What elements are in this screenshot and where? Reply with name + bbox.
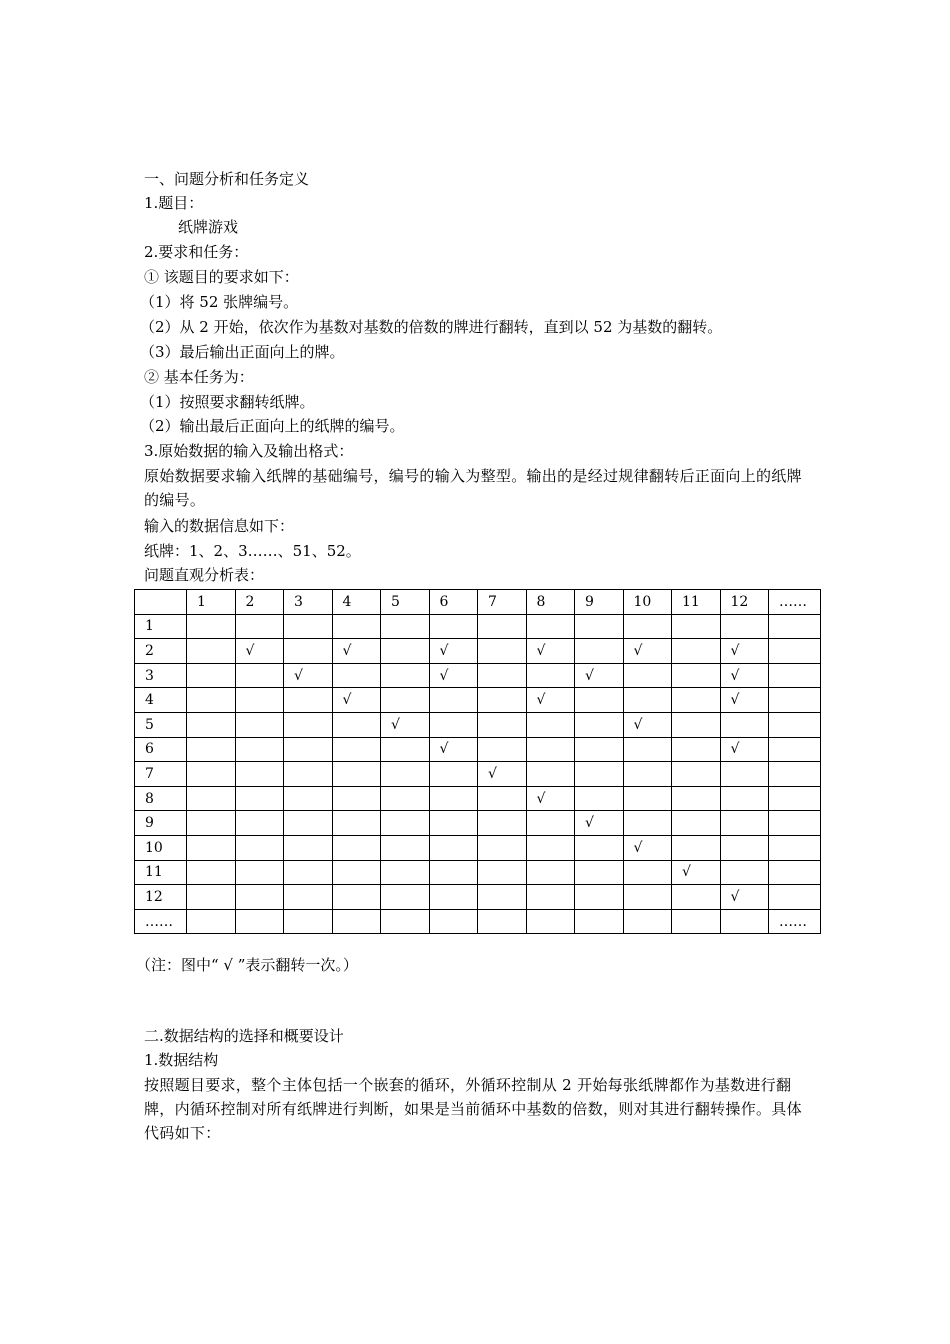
table-row	[135, 860, 821, 885]
table-cell: √	[381, 712, 430, 737]
table-cell	[429, 909, 478, 934]
table-cell	[332, 885, 381, 910]
table-cell	[429, 835, 478, 860]
flip-analysis-table	[134, 589, 821, 934]
table-cell	[672, 762, 721, 787]
row-header-cell: ……	[135, 909, 187, 934]
row-header-cell: 7	[135, 762, 187, 787]
table-cell	[575, 712, 624, 737]
table-cell	[769, 737, 821, 762]
table-cell: √	[720, 737, 769, 762]
table-cell: √	[720, 639, 769, 664]
table-cell	[284, 639, 333, 664]
table-cell	[526, 811, 575, 836]
row-header-cell: 5	[135, 712, 187, 737]
section-1-title: 一、问题分析和任务定义	[144, 170, 310, 188]
table-cell	[623, 885, 672, 910]
table-cell	[769, 762, 821, 787]
table-cell: √	[720, 663, 769, 688]
table-cell: √	[526, 786, 575, 811]
table-cell	[332, 835, 381, 860]
table-header-cell: 11	[672, 590, 721, 615]
table-cell	[381, 762, 430, 787]
table-cell	[235, 688, 284, 713]
table-cell	[769, 712, 821, 737]
subject-value: 纸牌游戏	[178, 218, 239, 236]
table-cell	[478, 663, 527, 688]
table-header-cell: 2	[235, 590, 284, 615]
table-cell: √	[575, 811, 624, 836]
table-header-cell: 10	[623, 590, 672, 615]
table-cell	[623, 762, 672, 787]
table-cell: √	[623, 712, 672, 737]
table-cell	[526, 762, 575, 787]
table-cell	[720, 786, 769, 811]
table-cell	[187, 688, 236, 713]
table-cell	[575, 688, 624, 713]
table-header-cell: 4	[332, 590, 381, 615]
table-cell	[187, 885, 236, 910]
table-cell	[478, 639, 527, 664]
table-cell: √	[478, 762, 527, 787]
table-cell	[478, 885, 527, 910]
table-row	[135, 614, 821, 639]
io-format-label: 3.原始数据的输入及输出格式：	[144, 442, 354, 460]
table-cell	[235, 737, 284, 762]
table-header-cell: 3	[284, 590, 333, 615]
table-cell	[769, 688, 821, 713]
table-cell	[672, 712, 721, 737]
table-cell	[284, 614, 333, 639]
table-cell	[575, 614, 624, 639]
table-cell	[284, 737, 333, 762]
table-cell	[623, 909, 672, 934]
table-cell	[769, 860, 821, 885]
table-cell	[478, 811, 527, 836]
table-cell	[284, 688, 333, 713]
table-cell	[284, 835, 333, 860]
table-cell	[720, 811, 769, 836]
requirements-heading: ① 该题目的要求如下：	[144, 268, 299, 286]
table-cell	[187, 811, 236, 836]
row-header-cell: 12	[135, 885, 187, 910]
table-cell	[478, 688, 527, 713]
table-cell	[672, 688, 721, 713]
table-cell: √	[235, 639, 284, 664]
table-cell: √	[332, 688, 381, 713]
table-cell	[429, 688, 478, 713]
table-cell	[575, 762, 624, 787]
row-header-cell: 3	[135, 663, 187, 688]
table-cell	[235, 835, 284, 860]
table-cell	[332, 762, 381, 787]
table-cell	[526, 885, 575, 910]
table-cell	[672, 835, 721, 860]
subject-label: 1.题目：	[144, 194, 204, 212]
requirement-3: （3）最后输出正面向上的牌。	[140, 343, 345, 361]
table-cell	[284, 860, 333, 885]
table-cell	[769, 663, 821, 688]
table-cell	[672, 737, 721, 762]
table-cell	[235, 762, 284, 787]
row-header-cell: 6	[135, 737, 187, 762]
table-cell	[187, 639, 236, 664]
table-cell	[332, 909, 381, 934]
table-row	[135, 688, 821, 713]
table-cell: √	[720, 688, 769, 713]
table-cell	[526, 860, 575, 885]
table-cell	[526, 835, 575, 860]
table-row	[135, 737, 821, 762]
table-cell	[429, 786, 478, 811]
table-cell	[187, 737, 236, 762]
table-cell	[381, 614, 430, 639]
table-header-cell: 7	[478, 590, 527, 615]
table-cell	[769, 811, 821, 836]
table-row	[135, 811, 821, 836]
table-row	[135, 639, 821, 664]
data-structure-paragraph: 按照题目要求，整个主体包括一个嵌套的循环，外循环控制从 2 开始每张纸牌都作为基数进行翻牌，内循环控制对所有纸牌进行判断，如果是当前循环中基数的倍数，则对其进行翻转操作。具体代码如下：	[144, 1076, 802, 1142]
table-cell	[187, 860, 236, 885]
table-cell	[235, 885, 284, 910]
table-cell	[575, 737, 624, 762]
table-cell: √	[332, 639, 381, 664]
table-cell	[429, 860, 478, 885]
table-cell	[575, 885, 624, 910]
row-header-cell: 2	[135, 639, 187, 664]
table-cell	[672, 786, 721, 811]
table-cell	[769, 835, 821, 860]
table-cell	[623, 688, 672, 713]
table-cell	[623, 860, 672, 885]
table-cell	[381, 811, 430, 836]
table-cell	[429, 762, 478, 787]
table-cell	[332, 737, 381, 762]
table-cell	[478, 614, 527, 639]
table-cell	[769, 639, 821, 664]
table-row	[135, 762, 821, 787]
table-header-cell: 8	[526, 590, 575, 615]
table-cell	[235, 860, 284, 885]
table-cell: √	[429, 737, 478, 762]
table-cell	[720, 762, 769, 787]
table-header-cell: 9	[575, 590, 624, 615]
table-cell	[672, 614, 721, 639]
table-cell	[478, 786, 527, 811]
table-cell	[526, 909, 575, 934]
data-structure-label: 1.数据结构	[144, 1051, 219, 1069]
table-cell	[284, 712, 333, 737]
table-cell	[575, 835, 624, 860]
table-cell	[769, 885, 821, 910]
table-cell	[429, 811, 478, 836]
section-2-title: 二.数据结构的选择和概要设计	[144, 1027, 344, 1045]
table-cell	[623, 737, 672, 762]
table-cell	[381, 786, 430, 811]
input-info-heading: 输入的数据信息如下：	[144, 517, 295, 535]
table-cell: √	[526, 639, 575, 664]
table-cell: ……	[769, 909, 821, 934]
row-header-cell: 8	[135, 786, 187, 811]
table-cell	[187, 614, 236, 639]
table-cell	[478, 712, 527, 737]
table-cell	[478, 737, 527, 762]
table-cell	[720, 614, 769, 639]
table-cell	[672, 909, 721, 934]
table-cell	[575, 639, 624, 664]
table-cell	[429, 712, 478, 737]
table-cell	[672, 663, 721, 688]
row-header-cell: 4	[135, 688, 187, 713]
table-cell	[187, 663, 236, 688]
table-cell: √	[284, 663, 333, 688]
table-cell: √	[575, 663, 624, 688]
table-cell	[187, 762, 236, 787]
table-cell	[575, 860, 624, 885]
table-row	[135, 835, 821, 860]
table-cell: √	[429, 663, 478, 688]
tasks-heading: ② 基本任务为：	[144, 368, 254, 386]
table-cell: √	[623, 639, 672, 664]
table-caption: 问题直观分析表：	[144, 566, 265, 584]
table-row	[135, 712, 821, 737]
table-cell	[187, 712, 236, 737]
table-cell	[720, 712, 769, 737]
table-cell	[284, 811, 333, 836]
table-cell	[381, 688, 430, 713]
table-header-row	[135, 590, 821, 615]
table-cell	[332, 614, 381, 639]
table-cell	[381, 885, 430, 910]
table-cell	[187, 909, 236, 934]
table-cell	[187, 786, 236, 811]
table-cell	[720, 860, 769, 885]
table-cell	[381, 663, 430, 688]
table-cell	[381, 737, 430, 762]
table-cell	[187, 835, 236, 860]
io-format-paragraph: 原始数据要求输入纸牌的基础编号，编号的输入为整型。输出的是经过规律翻转后正面向上的纸牌的编号。	[144, 467, 802, 509]
table-cell	[235, 786, 284, 811]
table-cell	[478, 860, 527, 885]
table-cell	[332, 786, 381, 811]
table-header-cell: 12	[720, 590, 769, 615]
table-cell	[623, 614, 672, 639]
table-cell	[332, 663, 381, 688]
table-cell: √	[720, 885, 769, 910]
table-header-cell: ……	[769, 590, 821, 615]
table-cell	[672, 639, 721, 664]
table-cell: √	[526, 688, 575, 713]
table-cell	[381, 835, 430, 860]
table-cell	[235, 614, 284, 639]
table-row	[135, 909, 821, 934]
table-cell	[235, 811, 284, 836]
input-info-value: 纸牌：1、2、3……、51、52。	[144, 542, 361, 560]
table-cell	[769, 786, 821, 811]
table-cell	[381, 639, 430, 664]
table-header-cell: 6	[429, 590, 478, 615]
table-cell	[672, 885, 721, 910]
table-cell	[720, 835, 769, 860]
row-header-cell: 11	[135, 860, 187, 885]
table-header-cell: 1	[187, 590, 236, 615]
table-cell	[429, 614, 478, 639]
table-cell	[284, 885, 333, 910]
table-row	[135, 786, 821, 811]
table-cell	[623, 663, 672, 688]
table-cell	[332, 860, 381, 885]
table-cell	[526, 737, 575, 762]
table-cell	[381, 909, 430, 934]
table-cell	[769, 614, 821, 639]
requirement-2: （2）从 2 开始，依次作为基数对基数的倍数的牌进行翻转，直到以 52 为基数的翻转。	[140, 318, 723, 336]
table-note: （注：图中“ √ ”表示翻转一次。）	[136, 956, 358, 974]
table-row	[135, 885, 821, 910]
table-cell	[235, 909, 284, 934]
table-cell	[478, 909, 527, 934]
table-cell	[235, 663, 284, 688]
table-cell	[526, 614, 575, 639]
task-2: （2）输出最后正面向上的纸牌的编号。	[140, 417, 405, 435]
table-cell	[381, 860, 430, 885]
table-cell	[284, 762, 333, 787]
row-header-cell: 10	[135, 835, 187, 860]
table-cell	[526, 712, 575, 737]
table-cell	[332, 712, 381, 737]
table-cell	[284, 786, 333, 811]
table-cell	[575, 909, 624, 934]
table-cell	[332, 811, 381, 836]
table-cell	[672, 811, 721, 836]
row-header-cell: 1	[135, 614, 187, 639]
table-cell: √	[429, 639, 478, 664]
table-cell	[429, 885, 478, 910]
table-cell	[478, 835, 527, 860]
table-cell	[623, 786, 672, 811]
table-cell: √	[623, 835, 672, 860]
row-header-cell: 9	[135, 811, 187, 836]
table-cell	[720, 909, 769, 934]
task-1: （1）按照要求翻转纸牌。	[140, 393, 315, 411]
table-cell	[284, 909, 333, 934]
table-row	[135, 663, 821, 688]
table-header-cell: 5	[381, 590, 430, 615]
table-cell: √	[672, 860, 721, 885]
table-cell	[526, 663, 575, 688]
requirements-label: 2.要求和任务：	[144, 243, 249, 261]
requirement-1: （1）将 52 张牌编号。	[140, 293, 299, 311]
table-cell	[575, 786, 624, 811]
table-cell	[235, 712, 284, 737]
table-header-cell	[135, 590, 187, 615]
table-cell	[623, 811, 672, 836]
